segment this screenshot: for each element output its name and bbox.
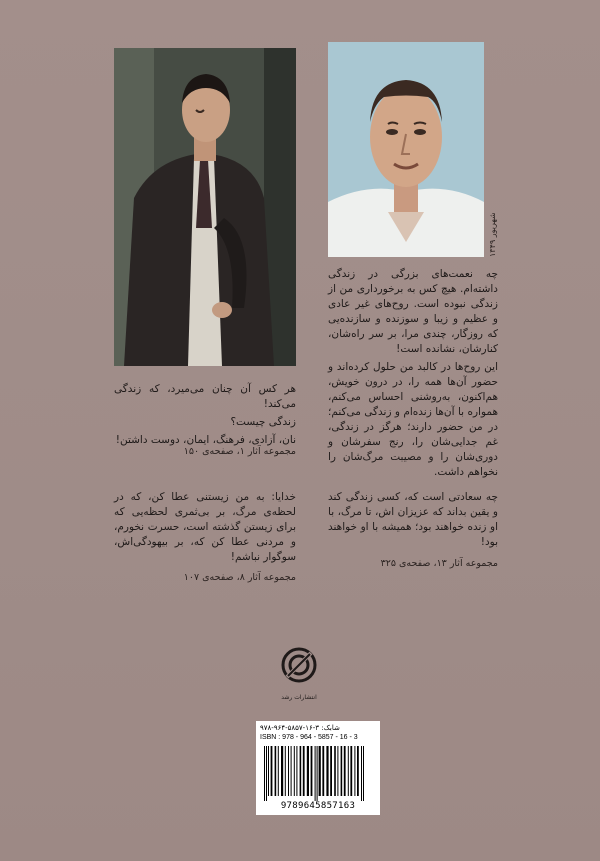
quote-left-1-line-1: هر کس آن چنان می‌میرد، که زندگی می‌کند! [114,383,296,410]
standing-figure-illustration [114,48,296,366]
quote-left-2-reference: مجموعه آثار ۸، صفحه‌ی ۱۰۷ [183,572,296,583]
quote-left-2 [114,490,296,568]
quote-right-paragraph-1: چه نعمت‌های بزرگی در زندگی داشته‌ام. هیچ کس به برخورداری من از زندگی نبوده است. روح‌های غیر عادی و عظیم و زیبا و سوزنده و سازنده‌یی که روزگار، چندی مرا، بر سر راه‌شان، کنارشان، نشانده است! [328,268,498,355]
quote-right-2-text: چه سعادتی است که، کسی زندگی کند و یقین بداند که عزیزان اش، تا مرگ، با او زنده خواهند بود؛ همیشه با او خواهند بود! [328,491,498,548]
quote-left-1-line-2: زندگی چیست؟ [230,416,296,428]
quote-right-paragraph-2: این روح‌ها در کالبد من حلول کرده‌اند و حضور آن‌ها همه را، در درون خویش، هم‌اکنون، به‌روشنی احساس می‌کنم، همواره با آن‌ها زنده‌ام و زندگی می‌کنم؛ در من حضور دارند؛ هرگز در زندگی، غم جدایی‌شان را، رنج سفرشان و دوری‌شان را و مصیبت مرگ‌شان را نخواهم داشت. [328,361,498,478]
barcode-panel [256,721,380,815]
publisher-logo-icon [281,647,317,683]
barcode-bars [262,746,374,801]
photo-date-caption: شهریور ۱۳۴۹ [488,212,497,257]
quote-left-1 [114,382,296,451]
isbn-persian: شابک: ۳-۱۶-۵۸۵۷-۹۶۴-۹۷۸ [260,724,340,732]
portrait-photo-left [114,48,296,366]
quote-left-1-reference: مجموعه آثار ۱، صفحه‌ی ۱۵۰ [183,446,296,457]
publisher-name: انتشارات رشد [281,694,317,701]
portrait-photo-right [328,42,484,257]
quote-left-2-text: خدایا: به من زیستنی عطا کن، که در لحظه‌ی مرگ، بر بی‌ثمری لحظه‌یی که برای زیستن گذشته است، حسرت نخورم، و مردنی عطا کن که، بر بیهودگی‌اش، سوگوار نباشم! [114,491,296,563]
portrait-illustration [328,42,484,257]
quote-right-reference: مجموعه آثار ۱۳، صفحه‌ی ۳۲۵ [380,558,498,569]
quote-left-1-line-3: نان، آزادی، فرهنگ، ایمان، دوست داشتن! [115,434,296,446]
quote-right-main [328,267,498,483]
quote-right-secondary [328,490,498,553]
isbn-latin: ISBN : 978 - 964 - 5857 - 16 - 3 [260,734,358,741]
barcode-number: 9789645857163 [280,801,356,811]
